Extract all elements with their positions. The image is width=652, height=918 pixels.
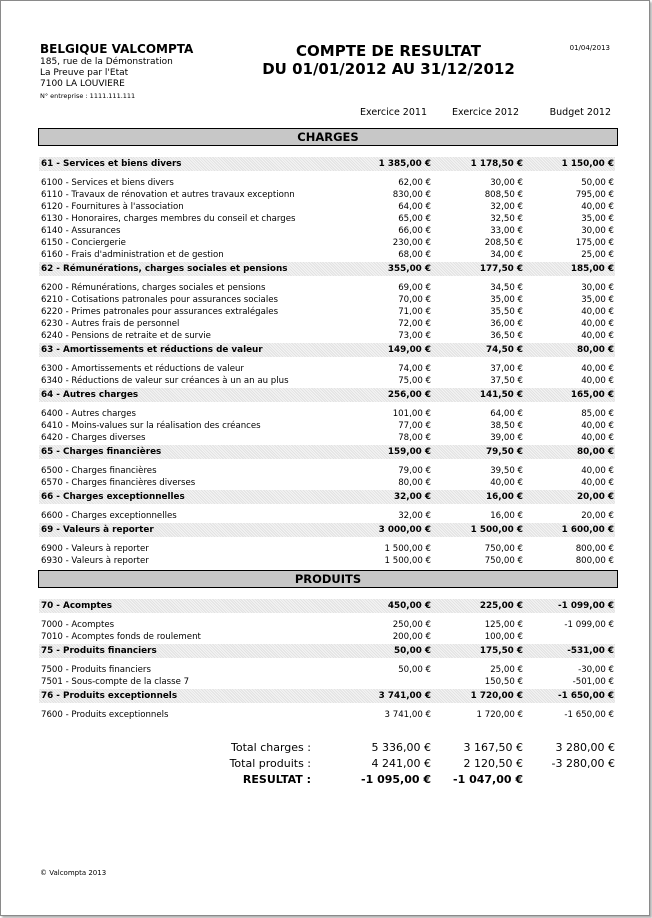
value-budget-2012: 40,00 € <box>581 202 614 212</box>
value-exercice-2012: 1 178,50 € <box>470 159 523 169</box>
company-name: BELGIQUE VALCOMPTA <box>40 42 194 56</box>
account-label: 6500 - Charges financières <box>41 466 157 476</box>
account-row <box>39 237 615 249</box>
address-line-3: 7100 LA LOUVIERE <box>40 79 125 89</box>
account-label: 7010 - Acomptes fonds de roulement <box>41 632 201 642</box>
value-exercice-2011: 200,00 € <box>392 632 431 642</box>
value-exercice-2011: 3 741,00 € <box>378 691 431 701</box>
account-label: 6600 - Charges exceptionnelles <box>41 511 177 521</box>
account-label: 6210 - Cotisations patronales pour assurances sociales <box>41 295 278 305</box>
account-label: 76 - Produits exceptionnels <box>41 691 178 701</box>
value-exercice-2012: 30,00 € <box>490 178 523 188</box>
value-exercice-2012: 37,00 € <box>490 364 523 374</box>
value-exercice-2011: 1 385,00 € <box>378 159 431 169</box>
account-row <box>39 294 615 306</box>
account-row <box>39 330 615 342</box>
value-exercice-2012: 808,50 € <box>484 190 523 200</box>
value-exercice-2012: 33,00 € <box>490 226 523 236</box>
account-label: 6150 - Conciergerie <box>41 238 126 248</box>
value-exercice-2012: 74,50 € <box>485 345 523 355</box>
value-exercice-2011: 450,00 € <box>387 601 431 611</box>
account-row <box>39 249 615 261</box>
section-produits: PRODUITS <box>38 570 618 588</box>
value-budget-2012: 40,00 € <box>581 478 614 488</box>
account-label: 7500 - Produits financiers <box>41 665 151 675</box>
account-row <box>39 408 615 420</box>
total-label: Total produits : <box>229 757 311 770</box>
value-budget-2012: 40,00 € <box>581 319 614 329</box>
account-label: 6340 - Réductions de valeur sur créances à un an au plus <box>41 376 289 386</box>
total-budget-2012: -3 280,00 € <box>551 757 615 770</box>
value-exercice-2012: 208,50 € <box>484 238 523 248</box>
account-row <box>39 318 615 330</box>
value-exercice-2012: 39,50 € <box>490 466 523 476</box>
account-row <box>39 363 615 375</box>
account-row <box>39 177 615 189</box>
account-row <box>39 619 615 631</box>
value-budget-2012: 50,00 € <box>581 178 614 188</box>
value-exercice-2012: 64,00 € <box>490 409 523 419</box>
value-exercice-2011: 3 741,00 € <box>384 710 431 720</box>
value-exercice-2011: 77,00 € <box>398 421 431 431</box>
value-exercice-2012: 39,00 € <box>490 433 523 443</box>
value-exercice-2011: 1 500,00 € <box>384 544 431 554</box>
account-label: 6140 - Assurances <box>41 226 121 236</box>
account-row <box>39 225 615 237</box>
account-label: 69 - Valeurs à reporter <box>41 525 154 535</box>
total-row <box>1 773 652 787</box>
account-label: 6400 - Autres charges <box>41 409 137 419</box>
value-budget-2012: 175,00 € <box>575 238 614 248</box>
value-exercice-2012: 125,00 € <box>484 620 523 630</box>
value-budget-2012: 40,00 € <box>581 307 614 317</box>
value-exercice-2012: 750,00 € <box>484 544 523 554</box>
account-row <box>39 631 615 643</box>
report-period: DU 01/01/2012 AU 31/12/2012 <box>262 60 515 78</box>
value-exercice-2011: 50,00 € <box>393 646 431 656</box>
account-row <box>39 189 615 201</box>
value-budget-2012: -1 099,00 € <box>564 620 614 630</box>
value-exercice-2011: 73,00 € <box>398 331 431 341</box>
account-row <box>39 676 615 688</box>
value-budget-2012: 85,00 € <box>581 409 614 419</box>
address-line-1: 185, rue de la Démonstration <box>40 57 173 67</box>
value-budget-2012: 1 600,00 € <box>561 525 614 535</box>
value-exercice-2012: 1 720,00 € <box>476 710 523 720</box>
value-exercice-2012: 35,00 € <box>490 295 523 305</box>
account-label: 6230 - Autres frais de personnel <box>41 319 180 329</box>
value-exercice-2012: 150,50 € <box>484 677 523 687</box>
value-exercice-2011: 101,00 € <box>392 409 431 419</box>
value-exercice-2012: 1 720,00 € <box>470 691 523 701</box>
value-exercice-2012: 750,00 € <box>484 556 523 566</box>
account-label: 6240 - Pensions de retraite et de survie <box>41 331 211 341</box>
account-label: 70 - Acomptes <box>41 601 112 611</box>
value-exercice-2011: 69,00 € <box>398 283 431 293</box>
account-row <box>39 375 615 387</box>
account-group-row <box>39 262 615 276</box>
value-budget-2012: 40,00 € <box>581 433 614 443</box>
value-exercice-2011: 830,00 € <box>392 190 431 200</box>
value-exercice-2011: 50,00 € <box>398 665 431 675</box>
account-label: 7600 - Produits exceptionnels <box>41 710 169 720</box>
footer-copyright: © Valcompta 2013 <box>40 869 107 877</box>
value-exercice-2012: 175,50 € <box>479 646 523 656</box>
account-label: 6160 - Frais d'administration et de gestion <box>41 250 224 260</box>
value-budget-2012: 800,00 € <box>575 544 614 554</box>
value-budget-2012: 185,00 € <box>570 264 614 274</box>
account-group-row <box>39 388 615 402</box>
total-label: Total charges : <box>231 741 311 754</box>
column-header-exercice-2011: Exercice 2011 <box>359 107 427 118</box>
value-budget-2012: 25,00 € <box>581 250 614 260</box>
value-budget-2012: 80,00 € <box>576 345 614 355</box>
total-exercice-2011: 4 241,00 € <box>371 757 431 770</box>
account-group-row <box>39 644 615 658</box>
account-group-row <box>39 343 615 357</box>
value-exercice-2011: 64,00 € <box>398 202 431 212</box>
account-label: 61 - Services et biens divers <box>41 159 182 169</box>
value-exercice-2012: 38,50 € <box>490 421 523 431</box>
value-exercice-2011: 66,00 € <box>398 226 431 236</box>
account-row <box>39 282 615 294</box>
value-exercice-2012: 35,50 € <box>490 307 523 317</box>
enterprise-number: N° entreprise : 1111.111.111 <box>40 92 136 100</box>
value-budget-2012: 30,00 € <box>581 283 614 293</box>
account-row <box>39 432 615 444</box>
account-label: 6220 - Primes patronales pour assurances extralégales <box>41 307 279 317</box>
value-exercice-2012: 40,00 € <box>490 478 523 488</box>
value-exercice-2011: 75,00 € <box>398 376 431 386</box>
account-row <box>39 213 615 225</box>
account-group-row <box>39 490 615 504</box>
value-budget-2012: 35,00 € <box>581 214 614 224</box>
value-exercice-2011: 32,00 € <box>393 492 431 502</box>
value-exercice-2012: 25,00 € <box>490 665 523 675</box>
account-label: 6570 - Charges financières diverses <box>41 478 196 488</box>
account-row <box>39 306 615 318</box>
value-exercice-2012: 16,00 € <box>485 492 523 502</box>
account-label: 66 - Charges exceptionnelles <box>41 492 185 502</box>
value-budget-2012: 165,00 € <box>570 390 614 400</box>
value-budget-2012: 80,00 € <box>576 447 614 457</box>
account-row <box>39 420 615 432</box>
total-budget-2012: 3 280,00 € <box>555 741 615 754</box>
value-budget-2012: 40,00 € <box>581 331 614 341</box>
value-exercice-2012: 32,00 € <box>490 202 523 212</box>
account-label: 6930 - Valeurs à reporter <box>41 556 149 566</box>
value-exercice-2012: 100,00 € <box>484 632 523 642</box>
value-exercice-2012: 37,50 € <box>490 376 523 386</box>
account-row <box>39 709 615 721</box>
value-exercice-2011: 230,00 € <box>392 238 431 248</box>
account-label: 75 - Produits financiers <box>41 646 157 656</box>
account-label: 6900 - Valeurs à reporter <box>41 544 149 554</box>
value-exercice-2011: 65,00 € <box>398 214 431 224</box>
value-exercice-2011: 74,00 € <box>398 364 431 374</box>
value-exercice-2011: 71,00 € <box>398 307 431 317</box>
account-group-row <box>39 689 615 703</box>
total-exercice-2012: 2 120,50 € <box>463 757 523 770</box>
value-exercice-2011: 62,00 € <box>398 178 431 188</box>
address-line-2: La Preuve par l'Etat <box>40 68 129 78</box>
total-label: RESULTAT : <box>242 773 311 786</box>
account-group-row <box>39 599 615 613</box>
account-group-row <box>39 157 615 171</box>
account-row <box>39 477 615 489</box>
account-row <box>39 664 615 676</box>
account-label: 62 - Rémunérations, charges sociales et pensions <box>41 264 288 274</box>
value-exercice-2011: 1 500,00 € <box>384 556 431 566</box>
report-title: COMPTE DE RESULTAT <box>296 42 481 60</box>
total-exercice-2011: -1 095,00 € <box>361 773 431 786</box>
value-budget-2012: -1 099,00 € <box>558 601 614 611</box>
column-header-budget-2012: Budget 2012 <box>549 107 611 118</box>
value-budget-2012: -501,00 € <box>572 677 614 687</box>
value-budget-2012: -1 650,00 € <box>564 710 614 720</box>
value-exercice-2012: 177,50 € <box>479 264 523 274</box>
value-exercice-2012: 141,50 € <box>479 390 523 400</box>
value-exercice-2011: 68,00 € <box>398 250 431 260</box>
value-exercice-2011: 79,00 € <box>398 466 431 476</box>
value-budget-2012: 795,00 € <box>575 190 614 200</box>
value-budget-2012: 30,00 € <box>581 226 614 236</box>
total-exercice-2012: 3 167,50 € <box>463 741 523 754</box>
value-exercice-2011: 72,00 € <box>398 319 431 329</box>
column-header-exercice-2012: Exercice 2012 <box>451 107 519 118</box>
account-group-row <box>39 445 615 459</box>
value-budget-2012: 40,00 € <box>581 376 614 386</box>
report-date: 01/04/2013 <box>569 44 610 52</box>
account-row <box>39 510 615 522</box>
value-exercice-2012: 36,00 € <box>490 319 523 329</box>
value-exercice-2012: 225,00 € <box>479 601 523 611</box>
value-budget-2012: 1 150,00 € <box>561 159 614 169</box>
value-exercice-2012: 34,50 € <box>490 283 523 293</box>
account-label: 6100 - Services et biens divers <box>41 178 174 188</box>
value-exercice-2012: 1 500,00 € <box>470 525 523 535</box>
account-label: 6200 - Rémunérations, charges sociales et pensions <box>41 283 266 293</box>
account-label: 6130 - Honoraires, charges membres du conseil et charges <box>41 214 296 224</box>
value-exercice-2011: 256,00 € <box>387 390 431 400</box>
value-budget-2012: 40,00 € <box>581 421 614 431</box>
value-exercice-2012: 34,00 € <box>490 250 523 260</box>
account-label: 6110 - Travaux de rénovation et autres travaux exceptionn <box>41 190 295 200</box>
value-budget-2012: 40,00 € <box>581 466 614 476</box>
account-label: 7000 - Acomptes <box>41 620 115 630</box>
value-budget-2012: 35,00 € <box>581 295 614 305</box>
account-group-row <box>39 523 615 537</box>
value-budget-2012: 20,00 € <box>581 511 614 521</box>
total-exercice-2011: 5 336,00 € <box>371 741 431 754</box>
value-budget-2012: 40,00 € <box>581 364 614 374</box>
value-budget-2012: -30,00 € <box>578 665 614 675</box>
account-label: 6300 - Amortissements et réductions de valeur <box>41 364 244 374</box>
value-budget-2012: -1 650,00 € <box>558 691 614 701</box>
value-exercice-2011: 3 000,00 € <box>378 525 431 535</box>
value-exercice-2011: 78,00 € <box>398 433 431 443</box>
section-charges: CHARGES <box>38 128 618 146</box>
account-label: 6410 - Moins-values sur la réalisation des créances <box>41 421 261 431</box>
value-exercice-2011: 32,00 € <box>398 511 431 521</box>
account-row <box>39 543 615 555</box>
value-budget-2012: 20,00 € <box>576 492 614 502</box>
account-label: 6420 - Charges diverses <box>41 433 146 443</box>
account-label: 6120 - Fournitures à l'association <box>41 202 184 212</box>
account-row <box>39 201 615 213</box>
total-row <box>1 741 652 755</box>
account-label: 63 - Amortissements et réductions de valeur <box>41 345 263 355</box>
account-row <box>39 465 615 477</box>
total-exercice-2012: -1 047,00 € <box>453 773 523 786</box>
value-budget-2012: 800,00 € <box>575 556 614 566</box>
account-label: 65 - Charges financières <box>41 447 162 457</box>
value-exercice-2011: 70,00 € <box>398 295 431 305</box>
value-exercice-2011: 355,00 € <box>387 264 431 274</box>
value-exercice-2012: 79,50 € <box>485 447 523 457</box>
account-label: 7501 - Sous-compte de la classe 7 <box>41 677 190 687</box>
account-row <box>39 555 615 567</box>
value-exercice-2012: 36,50 € <box>490 331 523 341</box>
total-row <box>1 757 652 771</box>
value-exercice-2012: 32,50 € <box>490 214 523 224</box>
value-exercice-2012: 16,00 € <box>490 511 523 521</box>
account-label: 64 - Autres charges <box>41 390 139 400</box>
value-exercice-2011: 80,00 € <box>398 478 431 488</box>
value-budget-2012: -531,00 € <box>567 646 614 656</box>
value-exercice-2011: 159,00 € <box>387 447 431 457</box>
value-exercice-2011: 149,00 € <box>387 345 431 355</box>
value-exercice-2011: 250,00 € <box>392 620 431 630</box>
